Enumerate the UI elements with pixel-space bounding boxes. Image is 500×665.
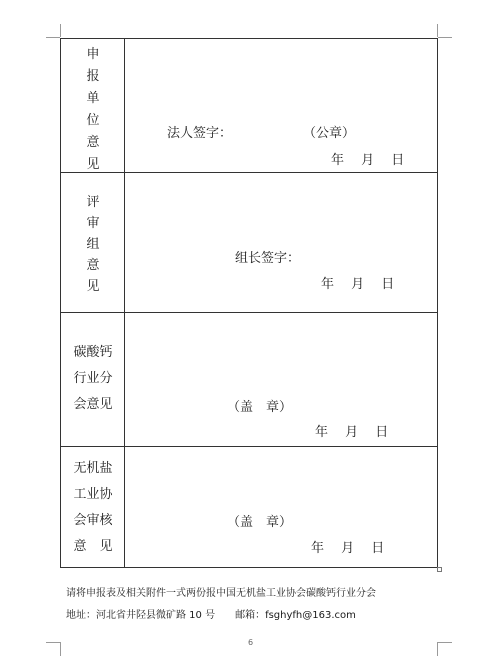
date-line: 年 月 日 [315, 425, 389, 440]
official-seal-label: （公章） [303, 126, 356, 141]
label-line: 会意见 [73, 397, 113, 412]
date-line: 年 月 日 [331, 153, 405, 168]
row-label-calcium-carbonate-branch [61, 313, 125, 446]
crop-mark-bottom-right-v [437, 642, 438, 656]
page-number: 6 [248, 638, 254, 647]
row-label-applicant [61, 39, 125, 172]
label-char: 组 [86, 237, 100, 252]
table-row-inorganic-salt-association [61, 447, 437, 567]
seal-label: （盖 章） [227, 400, 293, 415]
crop-mark-bottom-left-v [60, 642, 61, 656]
table-resize-handle[interactable] [437, 567, 442, 572]
table-row-review-panel [61, 173, 437, 313]
label-line: 工业协 [73, 487, 113, 502]
label-char: 单 [86, 91, 100, 106]
crop-mark-top-left-h [46, 37, 60, 38]
label-line: 意 见 [73, 539, 113, 554]
footer-address-email: 地址：河北省井陉县微矿路 10 号 邮箱：fsghyfh@163.com [66, 610, 356, 621]
label-char: 见 [86, 279, 100, 294]
table-row-applicant [61, 39, 437, 173]
footer-submission-note: 请将申报表及相关附件一式两份报中国无机盐工业协会碳酸钙行业分会 [66, 588, 376, 599]
date-line: 年 月 日 [321, 277, 395, 292]
crop-mark-bottom-right-h [438, 642, 452, 643]
label-char: 意 [86, 135, 100, 150]
team-leader-signature-label: 组长签字： [235, 251, 301, 266]
label-line: 行业分 [73, 371, 113, 386]
label-char: 审 [86, 216, 100, 231]
legal-rep-signature-label: 法人签字： [167, 126, 233, 141]
seal-label: （盖 章） [227, 515, 293, 530]
date-line: 年 月 日 [311, 541, 385, 556]
crop-mark-top-right-v [437, 24, 438, 37]
crop-mark-top-right-h [438, 37, 452, 38]
crop-mark-top-left-v [60, 24, 61, 37]
label-char: 见 [86, 157, 100, 172]
crop-mark-bottom-left-h [46, 642, 60, 643]
row-label-review-panel [61, 173, 125, 312]
label-char: 意 [86, 258, 100, 273]
table-row-calcium-carbonate-branch [61, 313, 437, 447]
label-char: 位 [86, 113, 100, 128]
approval-table [60, 38, 438, 568]
label-char: 评 [86, 195, 100, 210]
label-char: 申 [86, 47, 100, 62]
label-line: 碳酸钙 [73, 345, 113, 360]
label-line: 会审核 [73, 513, 113, 528]
label-char: 报 [86, 69, 100, 84]
row-label-inorganic-salt-association [61, 447, 125, 567]
label-line: 无机盐 [73, 461, 113, 476]
